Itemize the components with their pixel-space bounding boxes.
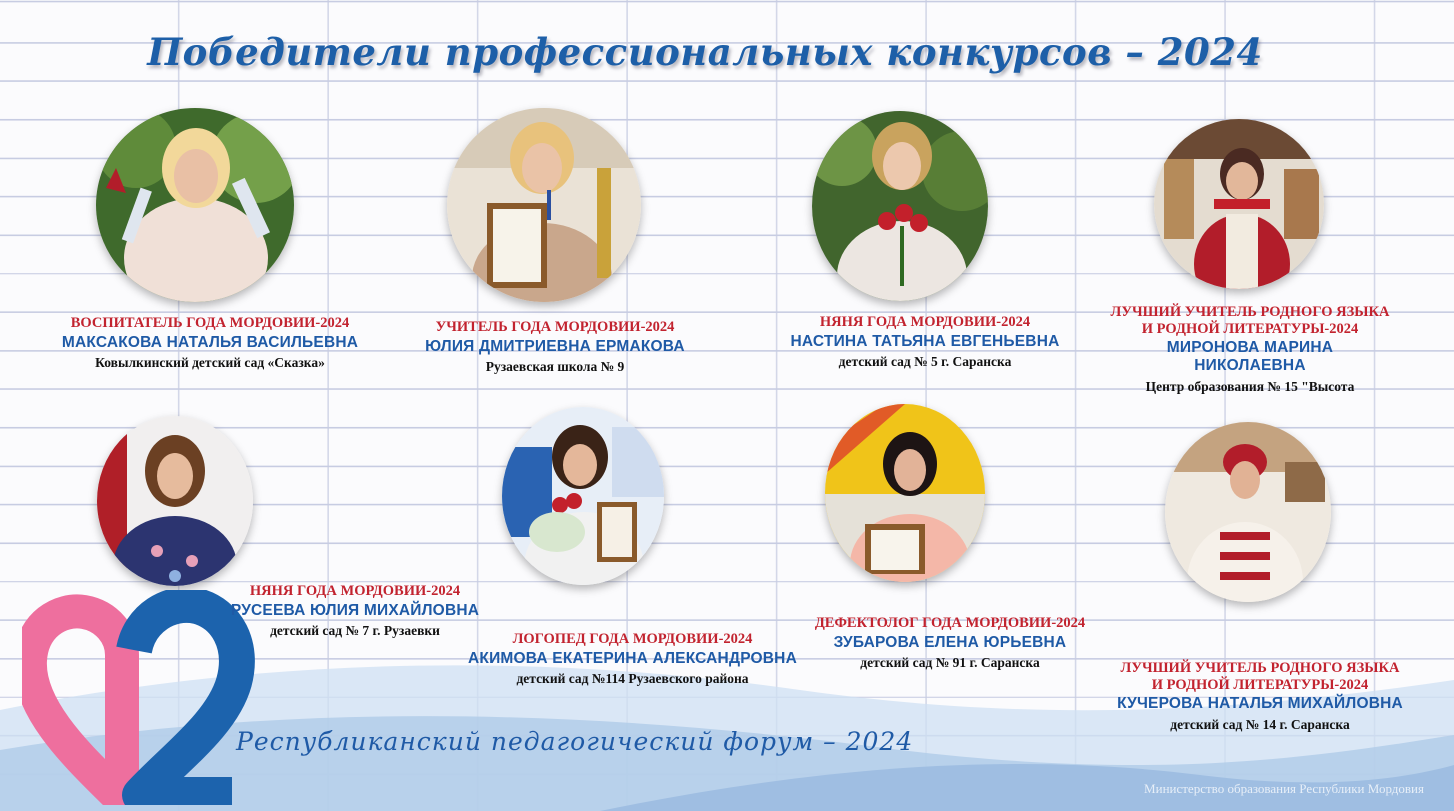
photo-zubarova xyxy=(825,404,985,582)
winner-name: МАКСАКОВА НАТАЛЬЯ ВАСИЛЬЕВНА xyxy=(61,333,359,351)
photo-ermakova xyxy=(447,108,641,302)
photo-ruseeva xyxy=(97,416,253,586)
winner-organization: детский сад №114 Рузаевского района xyxy=(516,671,749,687)
caption-maksakova xyxy=(40,315,380,371)
award-title: ДЕФЕКТОЛОГ ГОДА МОРДОВИИ-2024 xyxy=(814,615,1086,631)
caption-ermakova xyxy=(400,319,710,375)
award-title: ВОСПИТАТЕЛЬ ГОДА МОРДОВИИ-2024 xyxy=(70,315,350,331)
award-title-line2: И РОДНОЙ ЛИТЕРАТУРЫ-2024 xyxy=(1141,320,1359,337)
winner-organization: детский сад № 14 г. Саранска xyxy=(1170,717,1350,733)
award-title-line1: ЛУЧШИЙ УЧИТЕЛЬ РОДНОГО ЯЗЫКА xyxy=(1110,304,1390,320)
winner-organization: детский сад № 5 г. Саранска xyxy=(838,354,1012,370)
winner-organization: Ковылкинский детский сад «Сказка» xyxy=(95,355,325,371)
photo-mironova xyxy=(1154,119,1324,289)
winner-organization: детский сад № 7 г. Рузаевки xyxy=(270,623,440,639)
photo-kucherova xyxy=(1165,422,1331,602)
winner-name-line1: МИРОНОВА МАРИНА xyxy=(1166,339,1334,357)
caption-zubarova xyxy=(800,615,1100,671)
award-title-line2: И РОДНОЙ ЛИТЕРАТУРЫ-2024 xyxy=(1151,676,1369,693)
slide-title: Победители профессиональных конкурсов – 2024 xyxy=(147,30,1263,74)
award-title: ЛОГОПЕД ГОДА МОРДОВИИ-2024 xyxy=(512,631,753,647)
winner-name: КУЧЕРОВА НАТАЛЬЯ МИХАЙЛОВНА xyxy=(1117,695,1403,713)
winner-organization: Центр образования № 15 "Высота xyxy=(1145,378,1355,394)
award-title-line1: ЛУЧШИЙ УЧИТЕЛЬ РОДНОГО ЯЗЫКА xyxy=(1120,660,1400,676)
caption-akimova xyxy=(445,631,820,687)
award-title: УЧИТЕЛЬ ГОДА МОРДОВИИ-2024 xyxy=(435,319,675,335)
winner-organization: Рузаевская школа № 9 xyxy=(485,359,625,375)
ministry-watermark: Министерство образования Республики Мордовия xyxy=(1144,781,1424,796)
award-title: НЯНЯ ГОДА МОРДОВИИ-2024 xyxy=(819,314,1031,330)
winner-name: РУСЕЕВА ЮЛИЯ МИХАЙЛОВНА xyxy=(230,601,480,619)
photo-akimova xyxy=(502,407,664,585)
photo-nastina xyxy=(812,111,988,301)
winner-name-line2: НИКОЛАЕВНА xyxy=(1194,357,1306,375)
winner-organization: детский сад № 91 г. Саранска xyxy=(860,655,1040,671)
caption-mironova xyxy=(1095,304,1405,394)
photo-maksakova xyxy=(96,108,294,302)
forum-title: Республиканский педагогический форум – 2024 xyxy=(236,727,914,756)
caption-kucherova xyxy=(1100,660,1420,733)
winner-name: АКИМОВА ЕКАТЕРИНА АЛЕКСАНДРОВНА xyxy=(468,649,797,667)
caption-nastina xyxy=(770,314,1080,370)
award-title: НЯНЯ ГОДА МОРДОВИИ-2024 xyxy=(249,583,461,599)
winner-name: НАСТИНА ТАТЬЯНА ЕВГЕНЬЕВНА xyxy=(790,332,1060,350)
winner-name: ЗУБАРОВА ЕЛЕНА ЮРЬЕВНА xyxy=(833,633,1067,651)
winner-name: ЮЛИЯ ДМИТРИЕВНА ЕРМАКОВА xyxy=(425,337,685,355)
